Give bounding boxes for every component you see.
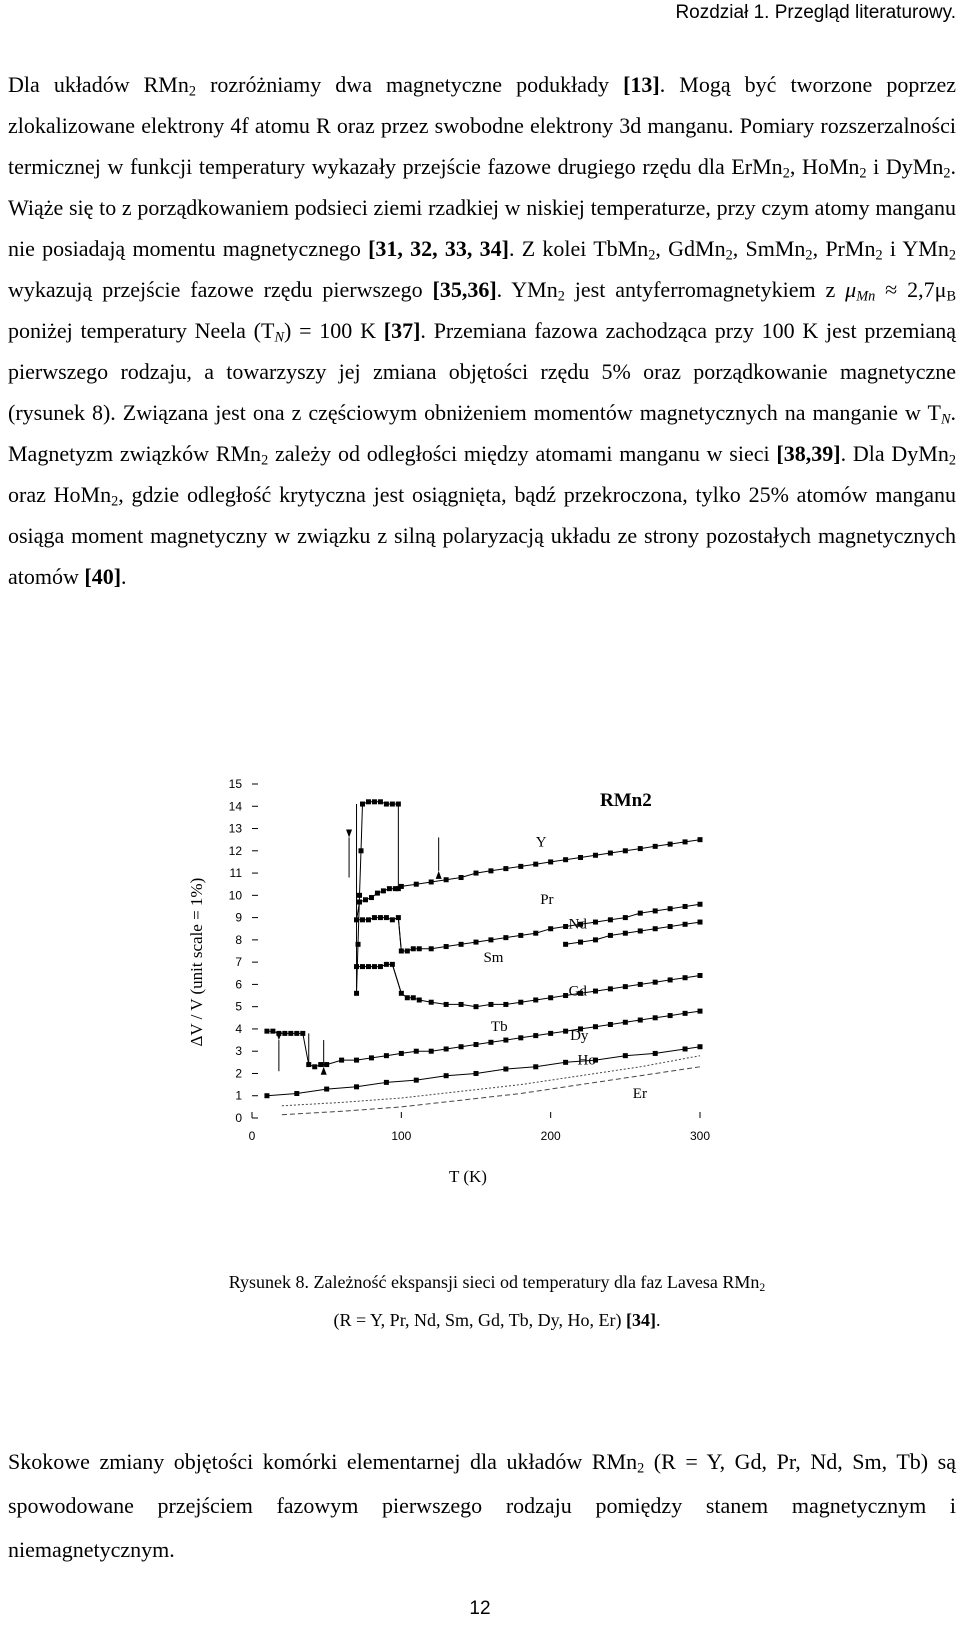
data-point xyxy=(381,888,386,893)
data-point xyxy=(503,1002,508,1007)
curve-label-y: Y xyxy=(535,834,547,851)
reference: [35,36] xyxy=(432,277,497,302)
data-point xyxy=(429,1000,434,1005)
reference: [38,39] xyxy=(776,441,841,466)
data-point xyxy=(384,962,389,967)
data-point xyxy=(444,1002,449,1007)
data-point xyxy=(548,859,553,864)
data-point xyxy=(593,989,598,994)
data-point xyxy=(393,886,398,891)
data-point xyxy=(533,997,538,1002)
data-point xyxy=(623,931,628,936)
data-point xyxy=(653,980,658,985)
data-point xyxy=(608,986,613,991)
data-point xyxy=(563,942,568,947)
data-point xyxy=(638,1018,643,1023)
data-point xyxy=(384,802,389,807)
data-point xyxy=(608,1022,613,1027)
y-tick-label: 12 xyxy=(228,843,242,858)
data-point xyxy=(390,962,395,967)
data-point xyxy=(638,911,643,916)
data-point xyxy=(503,935,508,940)
y-tick-label: 2 xyxy=(235,1066,242,1081)
data-point xyxy=(533,862,538,867)
data-point xyxy=(593,1024,598,1029)
page-number: 12 xyxy=(469,1598,491,1619)
curve-label-dy: Dy xyxy=(570,1028,589,1045)
y-tick-label: 7 xyxy=(235,955,242,970)
data-point xyxy=(294,1031,299,1036)
data-point xyxy=(533,931,538,936)
data-point xyxy=(653,1015,658,1020)
data-point xyxy=(488,868,493,873)
data-point xyxy=(623,848,628,853)
chart-title: RMn2 xyxy=(600,790,652,811)
data-point xyxy=(608,933,613,938)
data-point xyxy=(593,853,598,858)
figure-caption-line-2: (R = Y, Pr, Nd, Sm, Gd, Tb, Dy, Ho, Er) [34]. xyxy=(333,1310,661,1330)
data-point xyxy=(414,1078,419,1083)
data-point xyxy=(399,1051,404,1056)
data-point xyxy=(533,1064,538,1069)
data-point xyxy=(270,1029,275,1034)
data-point xyxy=(474,1071,479,1076)
series-line-pr xyxy=(357,904,701,951)
data-point xyxy=(390,917,395,922)
data-point xyxy=(683,904,688,909)
data-point xyxy=(668,924,673,929)
data-point xyxy=(429,879,434,884)
data-point xyxy=(698,973,703,978)
y-tick-label: 0 xyxy=(235,1111,242,1125)
arrow-head xyxy=(276,1032,282,1040)
data-point xyxy=(533,1033,538,1038)
data-point xyxy=(429,946,434,951)
data-point xyxy=(444,877,449,882)
data-point xyxy=(518,1000,523,1005)
data-point xyxy=(264,1093,269,1098)
data-point xyxy=(294,1091,299,1096)
data-point xyxy=(608,851,613,856)
data-point xyxy=(354,1058,359,1063)
data-point xyxy=(372,799,377,804)
data-point xyxy=(578,855,583,860)
data-point xyxy=(668,842,673,847)
data-point xyxy=(359,848,364,853)
data-point xyxy=(503,1067,508,1072)
y-tick-label: 9 xyxy=(235,910,242,925)
data-point xyxy=(593,937,598,942)
data-point xyxy=(417,997,422,1002)
data-point xyxy=(548,1031,553,1036)
series-line-tb xyxy=(267,1011,700,1067)
curve-label-tb: Tb xyxy=(490,1019,508,1036)
y-tick-label: 4 xyxy=(235,1021,242,1036)
transition-line xyxy=(398,918,401,951)
y-tick-label: 13 xyxy=(228,821,242,836)
reference: [37] xyxy=(383,318,421,343)
data-point xyxy=(653,1051,658,1056)
data-point xyxy=(369,895,374,900)
data-point xyxy=(683,839,688,844)
y-tick-label: 1 xyxy=(235,1088,242,1103)
data-point xyxy=(312,1064,317,1069)
arrow-head xyxy=(436,871,442,879)
data-point xyxy=(288,1031,293,1036)
data-point xyxy=(503,866,508,871)
data-point xyxy=(683,1046,688,1051)
figure-caption-line-1: Rysunek 8. Zależność ekspansji sieci od temperatury dla faz Lavesa RMn$_2$ xyxy=(228,1272,766,1294)
x-axis-label: T (K) xyxy=(449,1167,487,1186)
data-point xyxy=(411,946,416,951)
data-point xyxy=(366,799,371,804)
data-point xyxy=(378,799,383,804)
data-point xyxy=(653,844,658,849)
y-tick-label: 15 xyxy=(228,777,242,791)
data-point xyxy=(366,964,371,969)
data-point xyxy=(387,886,392,891)
data-point xyxy=(324,1062,329,1067)
data-point xyxy=(324,1087,329,1092)
y-tick-label: 3 xyxy=(235,1044,242,1059)
data-point xyxy=(339,1058,344,1063)
data-point xyxy=(429,1049,434,1054)
data-point xyxy=(638,982,643,987)
data-point xyxy=(372,964,377,969)
data-point xyxy=(384,1053,389,1058)
data-point xyxy=(608,917,613,922)
body-paragraph-1: Dla układów RMn$_2$ rozróżniamy dwa magnetyczne podukłady [13]. Mogą być tworzone poprzez zlokalizowane elektrony 4f atomu R oraz przez swobodne elektrony 3d manganu. Pomiary rozszerzalności termicznej w funkcji temperatury wykazały przejście fazowe drugiego rzędu dla ErMn$_2$, HoMn$_2$ i DyMn$_2$. Wiąże się to z porządkowaniem podsieci ziemi rzadkiej w niskiej temperaturze, przy czym atomy manganu nie posiadają momentu magnetycznego [31, 32, 33, 34]. Z kolei TbMn$_2$, GdMn$_2$, SmMn$_2$, PrMn$_2$ i YMn$_2$ wykazują przejście fazowe rzędu pierwszego [35,36]. YMn$_2$ jest antyferromagnetykiem z $\mu_{Mn} \approx 2,7\mu_B$ poniżej temperatury Neela $(T_N) = 100$ K [37]. Przemiana fazowa zachodząca przy 100 K jest przemianą pierwszego rodzaju, a towarzyszy jej zmiana objętości rzędu 5% oraz porządkowanie magnetyczne (rysunek 8). Związana jest ona z częściowym obniżeniem momentów magnetycznych na manganie w $T_N$. Magnetyzm związków RMn$_2$ zależy od odległości między atomami manganu w sieci [38,39]. Dla DyMn$_2$ oraz HoMn$_2$, gdzie odległość krytyczna jest osiągnięta, bądź przekroczona, tylko 25% atomów manganu osiąga moment magnetyczny w związku z silną polaryzacją układu ze strony pozostałych magnetycznych atomów [40]. xyxy=(8,72,957,589)
data-point xyxy=(363,897,368,902)
data-point xyxy=(459,875,464,880)
data-point xyxy=(563,1029,568,1034)
data-point xyxy=(548,926,553,931)
data-point xyxy=(698,920,703,925)
data-point xyxy=(474,871,479,876)
data-point xyxy=(698,1044,703,1049)
data-point xyxy=(698,1009,703,1014)
running-header: Rozdział 1. Przegląd literaturowy. xyxy=(675,2,956,23)
data-point xyxy=(698,902,703,907)
data-point xyxy=(459,942,464,947)
arrow-head xyxy=(321,1067,327,1075)
x-tick-label: 300 xyxy=(689,1129,711,1143)
body-paragraph-2: Skokowe zmiany objętości komórki elementarnej dla układów RMn$_2$ (R = Y, Gd, Pr, Nd, Sm, Tb) są spowodowane przejściem fazowym pierwszego rodzaju pomiędzy stanem magnetycznym i niemagnetycznym. xyxy=(8,1449,956,1562)
data-point xyxy=(390,802,395,807)
data-point xyxy=(444,1073,449,1078)
data-point xyxy=(360,802,365,807)
data-point xyxy=(623,915,628,920)
data-point xyxy=(405,949,410,954)
data-point xyxy=(548,995,553,1000)
reference: [34] xyxy=(625,1310,656,1330)
data-point xyxy=(375,891,380,896)
data-point xyxy=(668,977,673,982)
curve-label-pr: Pr xyxy=(540,892,554,909)
data-point xyxy=(503,1038,508,1043)
data-point xyxy=(653,926,658,931)
data-point xyxy=(411,995,416,1000)
data-point xyxy=(623,1020,628,1025)
data-point xyxy=(488,937,493,942)
data-point xyxy=(444,944,449,949)
data-point xyxy=(638,928,643,933)
data-point xyxy=(683,922,688,927)
data-point xyxy=(360,964,365,969)
data-point xyxy=(488,1002,493,1007)
data-point xyxy=(357,893,362,898)
data-point xyxy=(378,915,383,920)
data-point xyxy=(264,1029,269,1034)
data-point xyxy=(405,995,410,1000)
y-tick-label: 6 xyxy=(235,977,242,992)
data-point xyxy=(563,1060,568,1065)
data-point xyxy=(366,917,371,922)
y-tick-label: 8 xyxy=(235,932,242,947)
data-point xyxy=(668,906,673,911)
data-point xyxy=(563,993,568,998)
curve-label-gd: Gd xyxy=(568,983,587,1000)
data-point xyxy=(474,940,479,945)
x-tick-label: 100 xyxy=(391,1129,412,1143)
data-point xyxy=(417,946,422,951)
data-point xyxy=(459,1044,464,1049)
data-point xyxy=(578,940,583,945)
data-point xyxy=(399,884,404,889)
series-line-sm xyxy=(357,964,701,1006)
data-point xyxy=(384,1080,389,1085)
data-point xyxy=(698,837,703,842)
data-point xyxy=(518,864,523,869)
y-tick-label: 14 xyxy=(228,799,242,814)
x-tick-label: 0 xyxy=(248,1129,256,1143)
data-point xyxy=(474,1004,479,1009)
chart-svg xyxy=(187,777,750,1230)
y-tick-label: 11 xyxy=(229,866,242,881)
curve-label-er: Er xyxy=(632,1085,647,1102)
data-point xyxy=(369,1055,374,1060)
y-axis-label: ΔV / V (unit scale = 1%) xyxy=(187,877,206,1047)
data-point xyxy=(318,1062,323,1067)
figure-8-chart xyxy=(187,777,750,1230)
reference: [31, 32, 33, 34] xyxy=(368,236,509,261)
data-point xyxy=(563,924,568,929)
transition-line xyxy=(392,964,401,993)
data-point xyxy=(414,1049,419,1054)
data-point xyxy=(623,1053,628,1058)
y-tick-label: 10 xyxy=(228,888,242,903)
data-point xyxy=(653,908,658,913)
data-point xyxy=(668,1013,673,1018)
data-point xyxy=(459,1002,464,1007)
data-point xyxy=(638,846,643,851)
data-point xyxy=(384,915,389,920)
data-point xyxy=(444,1046,449,1051)
curve-label-sm: Sm xyxy=(483,950,504,967)
data-point xyxy=(683,975,688,980)
y-tick-label: 5 xyxy=(235,999,242,1014)
curve-label-nd: Nd xyxy=(568,916,587,933)
data-point xyxy=(488,1040,493,1045)
arrow-head xyxy=(346,829,352,837)
data-point xyxy=(414,882,419,887)
data-point xyxy=(518,1035,523,1040)
data-point xyxy=(623,984,628,989)
data-point xyxy=(354,1084,359,1089)
data-point xyxy=(378,964,383,969)
data-point xyxy=(300,1031,305,1036)
data-point xyxy=(593,920,598,925)
reference: [40] xyxy=(84,564,122,589)
x-tick-label: 200 xyxy=(540,1129,561,1143)
reference: [13] xyxy=(623,72,660,97)
curve-label-ho: Ho xyxy=(577,1052,596,1069)
data-point xyxy=(683,1011,688,1016)
data-point xyxy=(372,915,377,920)
data-point xyxy=(563,857,568,862)
data-point xyxy=(518,933,523,938)
data-point xyxy=(474,1042,479,1047)
data-point xyxy=(360,917,365,922)
data-point xyxy=(282,1031,287,1036)
